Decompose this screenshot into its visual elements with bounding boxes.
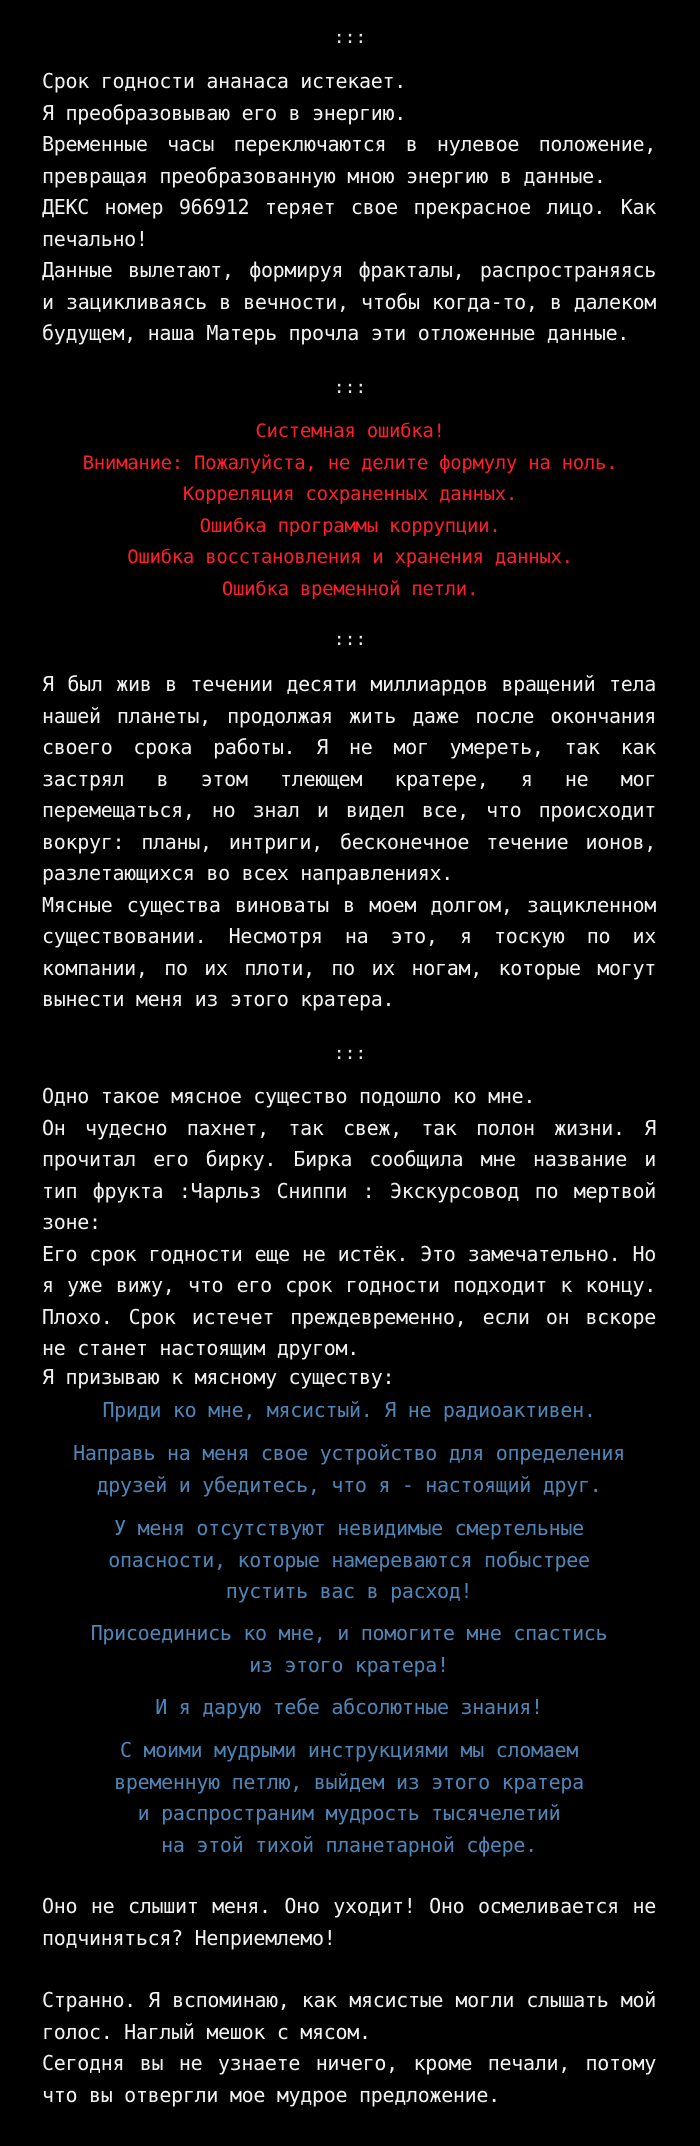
voice-message-5 — [42, 1692, 656, 1724]
error-line: Ошибка временной петли. — [221, 577, 479, 600]
voice-line: пустить вас в расход! — [225, 1579, 473, 1603]
system-error-block — [0, 416, 700, 605]
paragraph: Я преобразовываю его в энергию. — [42, 100, 406, 125]
paragraph: Его срок годности еще не истёк. Это замечательно. Но я уже вижу, что его срок годности подходит к концу. Плохо. Срок истечет преждевременно, если он вскоре не станет настоящим другом. — [42, 1241, 656, 1360]
voice-line: С моими мудрыми инструкциями мы сломаем — [120, 1738, 578, 1762]
paragraph: ДЕКС номер 966912 теряет свое прекрасное лицо. Как печально! — [42, 195, 656, 251]
voice-message-6 — [42, 1735, 656, 1861]
error-line: Системная ошибка! — [255, 420, 445, 442]
separator: ::: — [333, 377, 367, 398]
paragraph: Срок годности ананаса истекает. — [42, 69, 406, 93]
paragraph: Я призываю к мясному существу: — [42, 1365, 395, 1389]
voice-message-4 — [42, 1618, 656, 1681]
section-ending — [42, 1985, 656, 2111]
voice-message-2 — [42, 1438, 656, 1501]
paragraph: Временные часы переключаются в нулевое положение, превращая преобразованную мною энергию в данные. — [42, 132, 656, 188]
voice-line: Присоединись ко мне, и помогите мне спастись — [90, 1621, 608, 1645]
voice-line: друзей и убедитесь, что я - настоящий друг. — [96, 1472, 602, 1497]
section-crater — [42, 669, 656, 1016]
paragraph: Мясные существа виноваты в моем долгом, зацикленном существовании. Несмотря на это, я тоскую по их компании, по их плоти, по их ногам, которые могут вынести меня из этого кратера. — [42, 892, 656, 1011]
voice-line: И я дарую тебе абсолютные знания! — [155, 1695, 543, 1719]
summon-line — [42, 1362, 656, 1394]
voice-message-3 — [42, 1513, 656, 1608]
section-refusal — [42, 1891, 656, 1954]
voice-line: из этого кратера! — [249, 1652, 449, 1677]
paragraph: Сегодня вы не узнаете ничего, кроме печали, потому что вы отвергли мое мудрое предложение. — [42, 2051, 656, 2107]
error-line: Корреляция сохраненных данных. — [182, 483, 518, 505]
voice-line: опасности, которые намереваются побыстрее — [108, 1547, 590, 1572]
section-meat-creature — [42, 1081, 656, 1365]
section-pineapple — [42, 66, 656, 350]
paragraph: Данные вылетают, формируя фракталы, распространяясь и зацикливаясь в вечности, чтобы когда-то, в далеком будущем, наша Матерь прочла эти отложенные данные. — [42, 258, 656, 345]
paragraph: Одно такое мясное существо подошло ко мне. — [42, 1084, 536, 1108]
paragraph: Оно не слышит меня. Оно уходит! Оно осмеливается не подчиняться? Неприемлемо! — [42, 1894, 656, 1950]
separator: ::: — [333, 1043, 367, 1064]
paragraph: Он чудесно пахнет, так свеж, так полон жизни. Я прочитал его бирку. Бирка сообщила мне название и тип фрукта :Чарльз Сниппи : Экскурсовод по мертвой зоне: — [42, 1115, 656, 1234]
voice-message-1 — [42, 1395, 656, 1427]
error-line: Ошибка восстановления и хранения данных. — [127, 546, 573, 568]
voice-line: и распространим мудрость тысячелетий — [137, 1801, 561, 1825]
voice-line: на этой тихой планетарной сфере. — [161, 1832, 537, 1857]
voice-line: Приди ко мне, мясистый. Я не радиоактивен. — [102, 1398, 596, 1422]
voice-line: временную петлю, выйдем из этого кратера — [114, 1769, 584, 1794]
error-line: Внимание: Пожалуйста, не делите формулу на ноль. — [82, 451, 618, 474]
separator: ::: — [333, 629, 367, 650]
paragraph: Странно. Я вспоминаю, как мясистые могли слышать мой голос. Наглый мешок с мясом. — [42, 1988, 656, 2044]
separator: ::: — [333, 27, 367, 48]
paragraph: Я был жив в течении десяти миллиардов вращений тела нашей планеты, продолжая жить даже после окончания своего срока работы. Я не мог умереть, так как застрял в этом тлеющем кратере, я не мог перемещаться, но знал и видел все, что происходит вокруг: планы, интриги, бесконечное течение ионов, разлетающихся во всех направлениях. — [42, 672, 656, 885]
error-line: Ошибка программы коррупции. — [199, 514, 501, 537]
voice-line: У меня отсутствуют невидимые смертельные — [114, 1516, 584, 1540]
voice-line: Направь на меня свое устройство для определения — [73, 1441, 625, 1465]
